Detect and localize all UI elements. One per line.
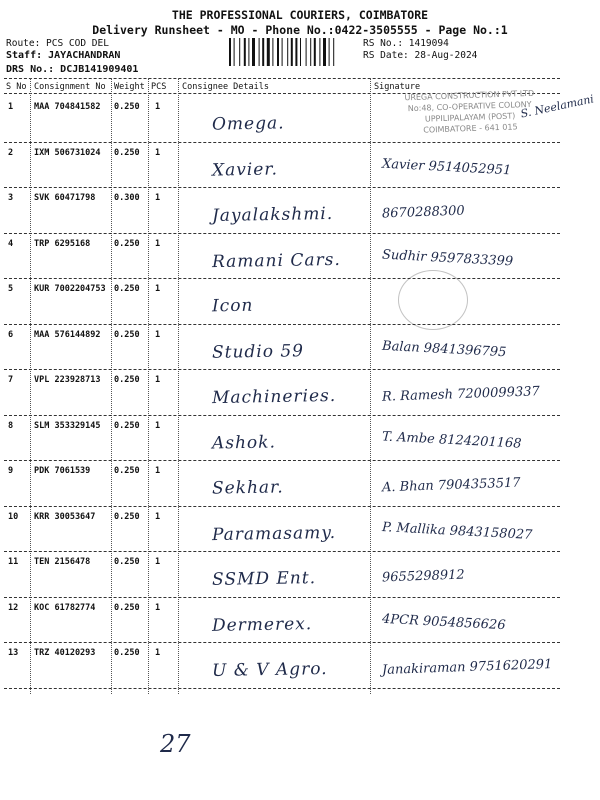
row-separator	[4, 369, 560, 370]
barcode-bar	[287, 38, 288, 66]
row-signature: P. Mallika 9843158027	[381, 519, 533, 543]
row-consignment-no: PDK 7061539	[34, 466, 91, 476]
row-signature: Janakiraman 9751620291	[381, 657, 553, 678]
row-consignee-handwritten: Omega.	[211, 113, 285, 135]
barcode-bar	[291, 38, 293, 66]
col-header-sno: S No	[6, 82, 27, 92]
column-divider	[30, 78, 31, 694]
row-consignee-handwritten: Ashok.	[211, 431, 277, 454]
row-pcs: 1	[155, 284, 161, 294]
row-consignment-no: KRR 30053647	[34, 511, 96, 522]
row-signature: S. Neelamani	[519, 92, 595, 121]
column-divider	[111, 78, 112, 694]
row-sno: 1	[8, 102, 14, 112]
row-pcs: 1	[155, 648, 161, 658]
row-pcs: 1	[155, 329, 161, 340]
row-consignee-handwritten: Sekhar.	[211, 477, 284, 499]
row-sno: 2	[8, 147, 14, 158]
row-signature: R. Ramesh 7200099337	[381, 384, 541, 405]
barcode-bar	[272, 38, 273, 66]
row-signature: Sudhir 9597833399	[381, 247, 514, 269]
stamp-line: COIMBATORE - 641 015	[423, 122, 518, 135]
col-header-consignee: Consignee Details	[182, 82, 269, 92]
row-signature: Xavier 9514052951	[381, 156, 512, 178]
row-separator	[4, 688, 560, 689]
row-separator	[4, 551, 560, 552]
barcode-bar	[234, 38, 235, 66]
row-pcs: 1	[155, 238, 161, 249]
col-header-weight: Weight	[114, 82, 145, 92]
barcode-bar	[295, 38, 297, 66]
row-sno: 5	[8, 284, 14, 294]
row-weight: 0.250	[114, 102, 140, 112]
staff-label: Staff: JAYACHANDRAN	[6, 50, 121, 61]
row-consignee-handwritten: Ramani Cars.	[211, 249, 341, 272]
row-weight: 0.250	[114, 648, 140, 658]
row-consignee-handwritten: Jayalakshmi.	[211, 203, 334, 227]
row-consignee-handwritten: Studio 59	[211, 340, 305, 363]
row-signature: T. Ambe 8124201168	[381, 428, 522, 452]
row-consignment-no: VPL 223928713	[34, 375, 101, 385]
drs-number: DRS No.: DCJB141909401	[6, 64, 139, 75]
row-consignment-no: MAA 704841582	[34, 102, 101, 112]
row-separator	[4, 187, 560, 188]
route-label: Route: PCS COD DEL	[6, 38, 109, 49]
row-consignee-handwritten: Machineries.	[211, 385, 337, 409]
barcode-bar	[323, 38, 326, 66]
barcode-bar	[314, 38, 316, 66]
barcode-bar	[329, 38, 330, 66]
row-sno: 9	[8, 466, 14, 476]
row-signature: A. Bhan 7904353517	[381, 475, 521, 496]
row-consignment-no: KOC 61782774	[34, 602, 96, 613]
row-pcs: 1	[155, 511, 161, 522]
row-weight: 0.250	[114, 147, 140, 158]
stamp-line: UREGA CONSTRUCTION PVT LTD	[404, 88, 535, 103]
row-consignment-no: SVK 60471798	[34, 193, 96, 203]
row-consignee-handwritten: SSMD Ent.	[211, 568, 317, 590]
runsheet-subtitle: Delivery Runsheet - MO - Phone No.:0422-3505555 - Page No.:1	[92, 23, 508, 37]
row-separator	[4, 460, 560, 461]
row-separator	[4, 506, 560, 507]
row-separator	[4, 597, 560, 598]
handwritten-total: 27	[160, 730, 191, 758]
row-pcs: 1	[155, 102, 161, 112]
barcode	[228, 38, 356, 66]
row-signature: 9655298912	[381, 567, 465, 586]
column-divider	[178, 78, 179, 694]
col-header-pcs: PCS	[151, 82, 167, 92]
barcode-bar	[277, 38, 279, 66]
row-sno: 6	[8, 329, 14, 340]
row-weight: 0.250	[114, 375, 140, 385]
barcode-bar	[306, 38, 307, 66]
header-separator	[4, 78, 560, 79]
stamp-line: UPPILIPALAYAM (POST)	[424, 111, 516, 124]
row-separator	[4, 324, 560, 325]
col-header-signature: Signature	[374, 82, 421, 92]
barcode-bar	[282, 38, 283, 66]
row-signature: Balan 9841396795	[381, 338, 507, 360]
column-divider	[148, 78, 149, 694]
row-pcs: 1	[155, 466, 161, 476]
row-separator	[4, 278, 560, 279]
row-weight: 0.250	[114, 284, 140, 294]
barcode-bar	[262, 38, 264, 66]
row-pcs: 1	[155, 147, 161, 158]
row-consignment-no: TRP 6295168	[34, 238, 91, 249]
row-signature: 8670288300	[381, 203, 465, 222]
row-sno: 7	[8, 375, 14, 385]
row-separator	[4, 142, 560, 143]
row-weight: 0.250	[114, 329, 140, 340]
row-weight: 0.300	[114, 193, 140, 203]
row-sno: 13	[8, 648, 19, 658]
row-consignee-handwritten: U & V Agro.	[211, 658, 328, 682]
row-consignment-no: MAA 576144892	[34, 329, 101, 340]
row-pcs: 1	[155, 602, 161, 613]
row-consignee-handwritten: Icon	[211, 295, 254, 317]
row-pcs: 1	[155, 375, 161, 385]
barcode-bar	[229, 38, 231, 66]
row-sno: 4	[8, 238, 14, 249]
barcode-bar	[252, 38, 255, 66]
round-seal	[398, 270, 468, 330]
row-weight: 0.250	[114, 238, 140, 249]
barcode-bar	[267, 38, 270, 66]
barcode-bar	[259, 38, 260, 66]
row-sno: 3	[8, 193, 14, 203]
barcode-bar	[333, 38, 334, 66]
row-consignment-no: SLM 353329145	[34, 420, 101, 431]
rs-date: RS Date: 28-Aug-2024	[363, 50, 478, 61]
row-separator	[4, 642, 560, 643]
column-divider	[370, 78, 371, 694]
row-pcs: 1	[155, 557, 161, 567]
rs-number: RS No.: 1419094	[363, 38, 449, 49]
barcode-bar	[248, 38, 249, 66]
row-consignee-handwritten: Dermerex.	[211, 613, 313, 636]
row-sno: 11	[8, 557, 19, 567]
row-sno: 8	[8, 420, 14, 431]
barcode-bar	[319, 38, 320, 66]
row-sno: 12	[8, 602, 19, 613]
stamp-line: No:48, CO-OPERATIVE COLONY	[407, 99, 532, 114]
row-separator	[4, 415, 560, 416]
barcode-bar	[239, 38, 240, 66]
row-signature: 4PCR 9054856626	[381, 611, 506, 633]
row-weight: 0.250	[114, 511, 140, 522]
row-pcs: 1	[155, 193, 161, 203]
row-consignment-no: IXM 506731024	[34, 147, 101, 158]
row-separator	[4, 233, 560, 234]
row-consignment-no: TEN 2156478	[34, 557, 91, 567]
barcode-bar	[244, 38, 246, 66]
row-consignment-no: TRZ 40120293	[34, 648, 96, 658]
row-weight: 0.250	[114, 466, 140, 476]
row-consignee-handwritten: Xavier.	[211, 158, 279, 181]
row-weight: 0.250	[114, 420, 140, 431]
runsheet-title: THE PROFESSIONAL COURIERS, COIMBATORE	[171, 8, 429, 22]
row-weight: 0.250	[114, 557, 140, 567]
row-consignee-handwritten: Paramasamy.	[211, 522, 337, 545]
barcode-bar	[310, 38, 311, 66]
barcode-bar	[300, 38, 301, 66]
row-weight: 0.250	[114, 602, 140, 613]
row-consignment-no: KUR 7002204753	[34, 284, 106, 294]
row-sno: 10	[8, 511, 19, 522]
col-header-consignment: Consignment No	[34, 82, 106, 92]
row-pcs: 1	[155, 420, 161, 431]
